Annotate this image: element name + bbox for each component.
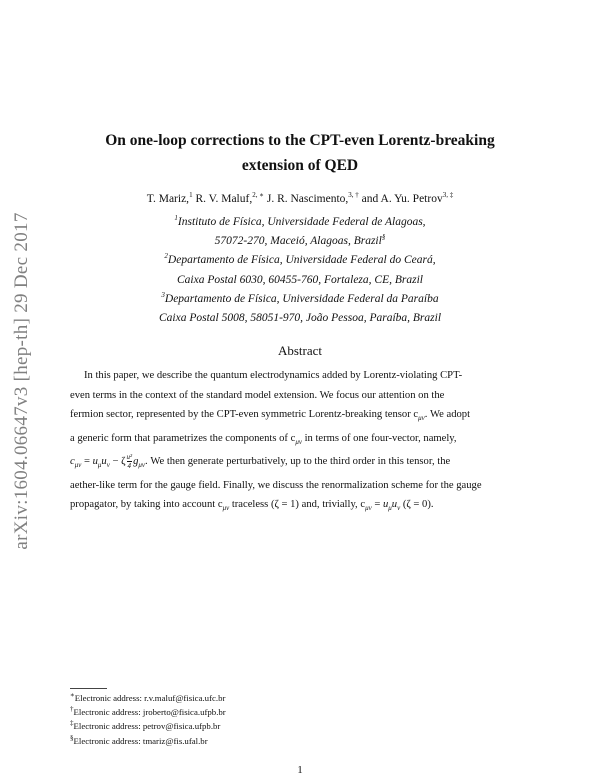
footnote-text: Electronic address: jroberto@fisica.ufpb.br: [73, 707, 226, 718]
math-subscript: μν: [138, 461, 146, 470]
affiliation-text: Caixa Postal 6030, 60455-760, Fortaleza, CE, Brazil: [177, 273, 423, 286]
paper-title: [60, 128, 540, 178]
abstract-body: [70, 366, 530, 519]
arxiv-identifier: arXiv:1604.06647v3 [hep-th] 29 Dec 2017: [11, 212, 32, 550]
math-symbol: u: [382, 499, 389, 511]
math-operator: =: [81, 456, 93, 468]
author-mark: 2, ∗: [252, 191, 264, 200]
abstract-text: (ζ = 0).: [400, 499, 434, 511]
math-symbol: c: [70, 456, 75, 468]
affiliation-text: Departamento de Física, Universidade Federal da Paraíba: [164, 292, 439, 305]
author-name: J. R. Nascimento,: [263, 193, 349, 205]
footnotes: [70, 691, 226, 748]
abstract-text: . We then generate perturbatively, up to the third order in this tensor, the: [145, 456, 451, 468]
abstract-line: [70, 429, 530, 453]
abstract-line: even terms in the context of the standard model extension. We focus our attention on the: [70, 389, 445, 401]
abstract-text: fermion sector, represented by the CPT-even symmetric Lorentz-breaking tensor c: [70, 409, 419, 420]
abstract-line: [70, 452, 530, 476]
abstract-text: traceless (ζ = 1) and, trivially, c: [229, 499, 366, 511]
title-line-2: extension of QED: [241, 157, 359, 174]
abstract-text: − ζ: [109, 456, 126, 468]
footnote-divider: [70, 688, 107, 689]
footnote: [70, 705, 226, 719]
math-subscript: μ: [97, 461, 102, 470]
affiliation-text: Caixa Postal 5008, 58051-970, João Pessoa, Paraíba, Brazil: [158, 312, 442, 325]
math-subscript: μν: [295, 437, 302, 446]
footnote-text: Electronic address: tmariz@fis.ufal.br: [73, 735, 208, 746]
page-number: 1: [297, 764, 303, 776]
abstract-text: in terms of one four-vector, namely,: [301, 432, 457, 444]
fraction-denominator: 4: [127, 462, 132, 471]
math-subscript: μν: [365, 504, 372, 513]
author-name: R. V. Maluf,: [192, 193, 253, 205]
abstract-heading: Abstract: [277, 343, 323, 358]
abstract-text: . We adopt: [424, 409, 471, 420]
author-list: [60, 191, 540, 207]
title-line-1: On one-loop corrections to the CPT-even Lorentz-breaking: [105, 132, 495, 149]
footnote-mark: ‡: [70, 719, 74, 728]
author-name: and A. Yu. Petrov: [358, 193, 443, 205]
abstract-text: propagator, by taking into account c: [70, 499, 223, 511]
affiliation-line: [60, 251, 540, 270]
math-subscript: μν: [418, 414, 425, 423]
math-subscript: μ: [388, 504, 392, 513]
affiliation-line: [60, 232, 540, 251]
abstract-line: In this paper, we describe the quantum electrodynamics added by Lorentz-violating CPT-: [84, 370, 463, 381]
affiliation-mark: 3: [161, 290, 165, 299]
footnote-text: Electronic address: petrov@fisica.ufpb.br: [73, 721, 221, 732]
affiliation-text: Departamento de Física, Universidade Federal do Ceará,: [167, 254, 436, 267]
footnote: [70, 734, 226, 748]
fraction-numerator: u²: [126, 453, 133, 462]
math-subscript: μν: [74, 461, 82, 470]
abstract-line: aether-like term for the gauge field. Finally, we discuss the renormalization scheme for the gauge: [70, 479, 482, 491]
math-symbol: g: [133, 456, 139, 468]
arxiv-stamp: [8, 206, 36, 556]
affiliation-line: [60, 290, 540, 309]
author-name: T. Mariz,: [146, 193, 190, 205]
affiliation-line: [60, 271, 540, 290]
affiliation-mark: 1: [174, 214, 178, 223]
footnote-ref: §: [381, 233, 386, 242]
author-mark: 1: [189, 191, 193, 200]
footnote: [70, 719, 226, 733]
math-symbol: u: [92, 456, 98, 468]
math-symbol: u: [101, 456, 107, 468]
affiliation-line: [60, 309, 540, 328]
math-operator: =: [371, 499, 383, 511]
footnote-mark: ∗: [70, 691, 75, 700]
footnote: [70, 691, 226, 705]
abstract-line: [70, 405, 530, 429]
math-fraction: [127, 453, 133, 470]
affiliation-text: Instituto de Física, Universidade Federal de Alagoas,: [177, 216, 426, 228]
affiliation-text: 57072-270, Maceió, Alagoas, Brazil: [214, 235, 382, 248]
footnote-text: Electronic address: r.v.maluf@fisica.ufc.br: [74, 693, 226, 703]
affiliations: [60, 213, 540, 328]
author-mark: 3, †: [348, 191, 359, 200]
math-symbol: u: [391, 499, 398, 511]
footnote-mark: †: [70, 705, 74, 714]
math-subscript: ν: [397, 504, 401, 513]
footnote-mark: §: [70, 733, 74, 742]
affiliation-line: [60, 213, 540, 232]
abstract-text: a generic form that parametrizes the components of c: [70, 432, 296, 444]
affiliation-mark: 2: [164, 252, 168, 261]
author-mark: 3, ‡: [442, 191, 454, 200]
abstract-line: [70, 495, 530, 519]
math-subscript: μν: [222, 504, 230, 513]
math-subscript: ν: [106, 461, 110, 470]
